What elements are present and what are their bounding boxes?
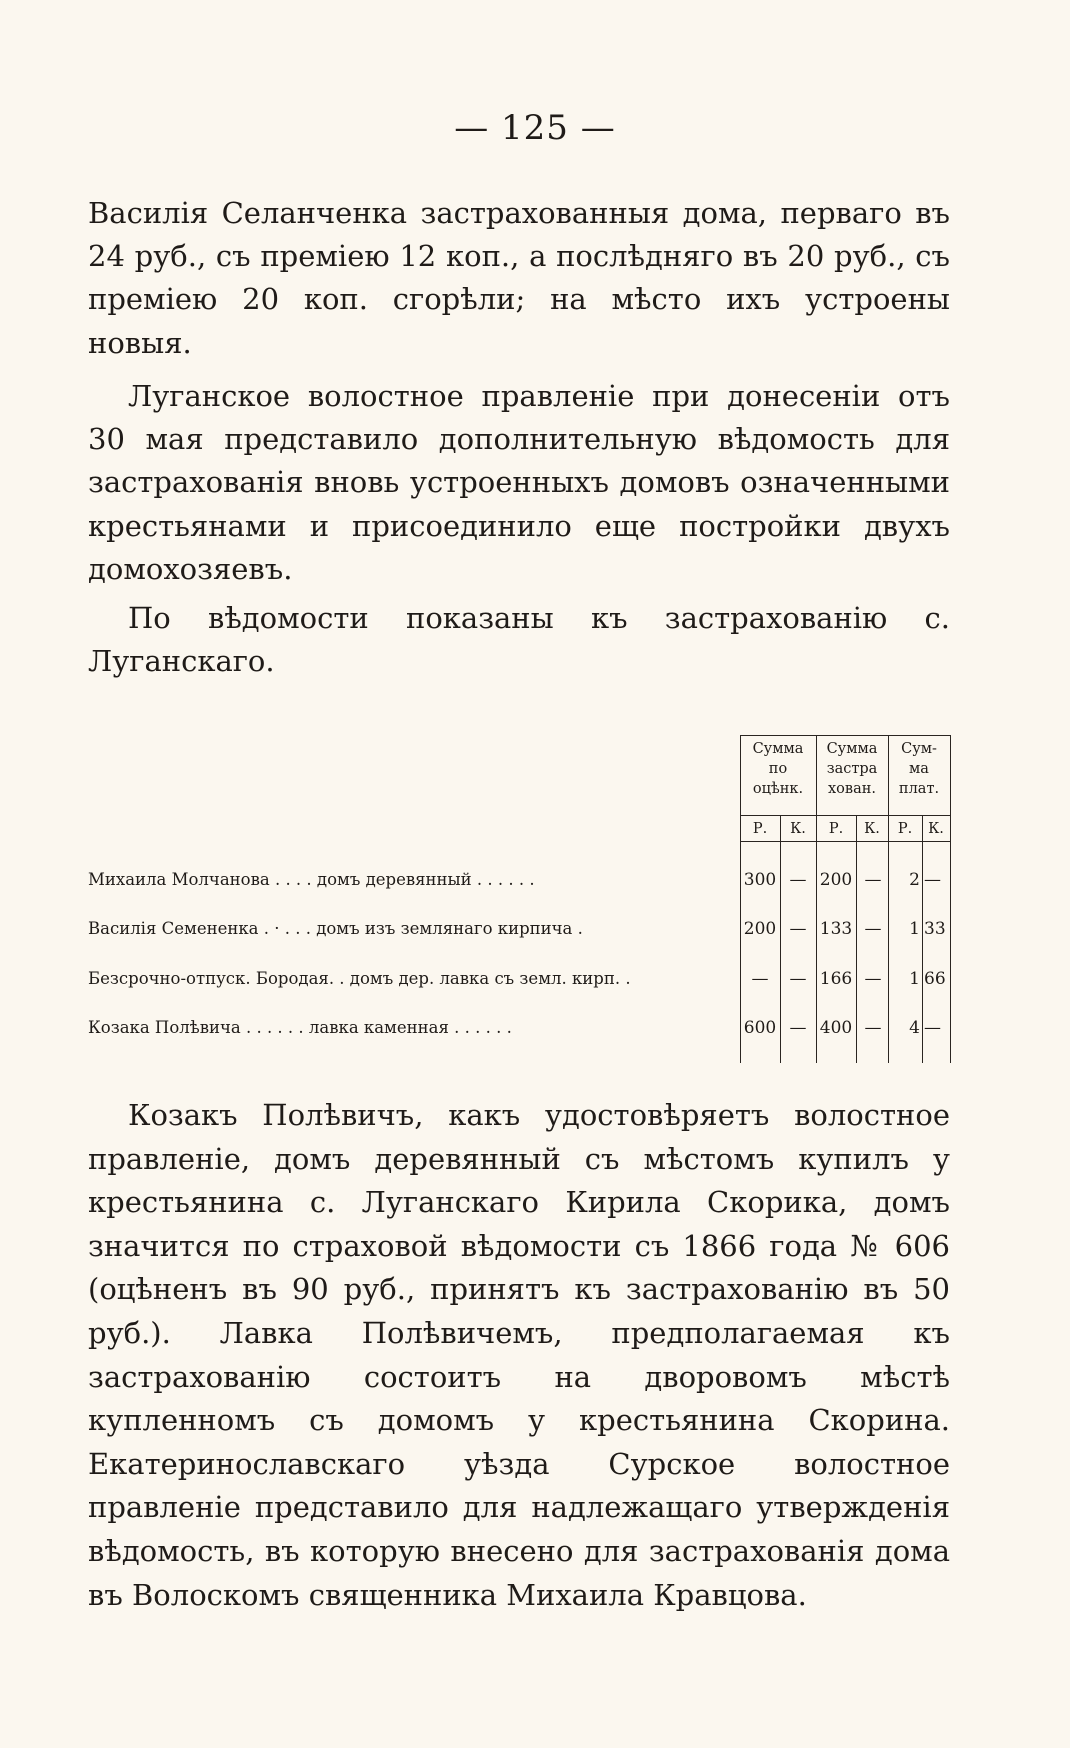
row-name: Василія Семененка . · . . . домъ изъ землянаго кирпича . (88, 919, 583, 938)
row-payment-rub: 1 (909, 919, 920, 939)
paragraph-2: Луганское волостное правленіе при донесеніи отъ 30 мая представило дополнительную вѣдомость для застрахованія вновь устроенныхъ домовъ означенными крестьянами и присоединило еще постройки двухъ домохозяевъ. (88, 379, 950, 586)
row-insured-rub: 400 (819, 1018, 853, 1038)
table-row (88, 964, 950, 994)
row-valuation-rub: 600 (743, 1018, 777, 1038)
row-name: Козака Полѣвича . . . . . . лавка каменная . . . . . . (88, 1018, 512, 1037)
paragraph-4: Козакъ Полѣвичъ, какъ удостовѣряетъ волостное правленіе, домъ деревянный съ мѣстомъ купилъ у крестьянина с. Луганскаго Кирила Скорика, домъ значится по страховой вѣдомости съ 1866 года № 606 (оцѣненъ въ 90 руб., принятъ къ застрахованію въ 50 руб.). Лавка Полѣвичемъ, предполагаемая къ застрахованію состоитъ на дворовомъ мѣстѣ купленномъ съ домомъ у крестьянина Скорина. Екатеринославскаго уѣзда Сурское волостное правленіе представило для надлежащаго утвержденія вѣдомость, въ которую внесено для застрахованія дома въ Волоскомъ священника Михаила Кравцова. (88, 1098, 950, 1612)
subheader-r2: Р. (828, 821, 844, 837)
row-payment-rub: 2 (909, 870, 920, 890)
row-insured-kop: — (864, 1018, 882, 1038)
table-row (88, 1013, 950, 1043)
table-row (88, 914, 950, 944)
row-valuation-rub: 300 (743, 870, 777, 890)
row-insured-kop: — (864, 919, 882, 939)
row-valuation-rub: 200 (743, 919, 777, 939)
header-valuation: Сумма по оцѣнк. (752, 741, 804, 797)
row-insured-kop: — (864, 969, 882, 989)
subheader-r3: Р. (897, 821, 913, 837)
subheader-k2: К. (864, 821, 880, 837)
header-payment: Сум- ма плат. (898, 741, 940, 797)
header-rule-mid (740, 815, 950, 816)
subheader-k1: К. (790, 821, 806, 837)
row-valuation-kop: — (789, 919, 807, 939)
row-payment-kop: 66 (924, 969, 946, 989)
header-rule-bottom (740, 841, 950, 842)
row-valuation-kop: — (789, 870, 807, 890)
header-insured: Сумма застра хован. (826, 741, 878, 797)
row-insured-rub: 200 (819, 870, 853, 890)
subheader-k3: К. (928, 821, 944, 837)
subheader-r1: Р. (752, 821, 768, 837)
row-payment-kop: — (924, 1018, 941, 1038)
row-valuation-rub: — (751, 969, 769, 989)
row-valuation-kop: — (789, 1018, 807, 1038)
row-name: Безсрочно-отпуск. Бородая. . домъ дер. лавка съ земл. кирп. . (88, 969, 631, 988)
table-row (88, 865, 950, 895)
row-payment-kop: 33 (924, 919, 946, 939)
row-insured-rub: 166 (819, 969, 853, 989)
row-payment-rub: 4 (909, 1018, 920, 1038)
table-header (740, 735, 950, 843)
row-name: Михаила Молчанова . . . . домъ деревянный . . . . . . (88, 870, 535, 889)
row-valuation-kop: — (789, 969, 807, 989)
paragraph-1: Василія Селанченка застрахованныя дома, перваго въ 24 руб., съ преміею 12 коп., а послѣдняго въ 20 руб., съ преміею 20 коп. сгорѣли; на мѣсто ихъ устроены новыя. (88, 196, 950, 360)
row-payment-rub: 1 (909, 969, 920, 989)
row-insured-rub: 133 (819, 919, 853, 939)
page-number: — 125 — (454, 108, 616, 148)
row-payment-kop: — (924, 870, 941, 890)
paragraph-3: По вѣдомости показаны къ застрахованію с. Луганскаго. (88, 601, 950, 679)
row-insured-kop: — (864, 870, 882, 890)
